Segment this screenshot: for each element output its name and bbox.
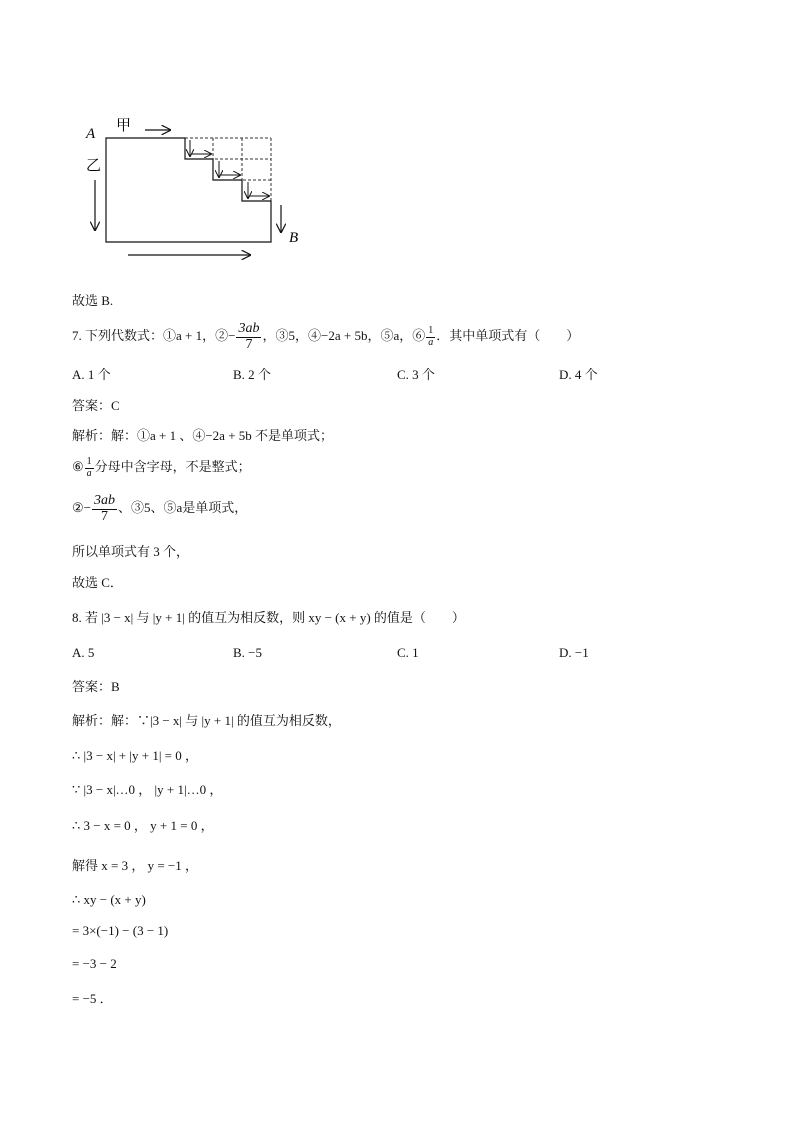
q8-analysis-8: = −3 − 2 xyxy=(72,956,117,971)
path-arrows xyxy=(95,130,281,255)
q7-item-3: ③5 xyxy=(275,328,296,344)
fraction-1-a-analysis: $\frac{1}{a}$ xyxy=(86,456,92,479)
q8-option-a: A. 5 xyxy=(72,645,95,660)
q8-answer: 答案：B xyxy=(72,679,120,694)
q7-option-d: D. 4 个 xyxy=(559,367,598,382)
q7-answer: 答案：C xyxy=(72,398,120,413)
q8-analysis-9: = −5 ． xyxy=(72,991,113,1006)
q7-analysis-2: ⑥ $\frac{1}{a}$ 分母中含字母，不是整式； xyxy=(72,456,251,479)
label-b: B xyxy=(289,230,299,246)
q8-analysis-7: = 3×(−1) − (3 − 1) xyxy=(72,923,169,938)
q6-conclusion: 故选 B. xyxy=(72,293,114,308)
q7-option-b: B. 2 个 xyxy=(233,367,271,382)
q7-stem-tail: ．其中单项式有（ ） xyxy=(436,328,580,344)
q7-analysis-5: 故选 C． xyxy=(72,575,123,590)
label-yi: 乙 xyxy=(86,158,102,174)
fraction-1-a: $\frac{1}{a}$ xyxy=(428,325,434,348)
step-arrows xyxy=(190,140,269,198)
q7-item-6: ⑥ xyxy=(412,328,426,344)
q8-option-d: D. −1 xyxy=(559,645,589,660)
q8-analysis-1: 解析：解：∵|3 − x| 与 |y + 1| 的值互为相反数， xyxy=(72,713,341,728)
q7-item-5: ⑤a xyxy=(380,328,400,344)
q7-option-c: C. 3 个 xyxy=(397,367,435,382)
label-a: A xyxy=(86,126,96,142)
q7-stem: 7. 下列代数式：①a + 1，②− $\frac{3ab}{7}$ ，③5，④−2a + 5b，⑤a，⑥ $\frac{1}{a}$ ．其中单项式有（ ） xyxy=(72,321,580,352)
q7-item-4: ④−2a + 5b xyxy=(308,328,368,344)
q7-analysis-3: ②− $\frac{3ab}{7}$ 、③5、⑤a是单项式， xyxy=(72,493,248,524)
q8-option-c: C. 1 xyxy=(397,645,419,660)
q8-analysis-2: ∴ |3 − x| + |y + 1| = 0 ， xyxy=(72,748,199,763)
dashed-grid xyxy=(185,138,271,201)
q8-analysis-4: ∴ 3 − x = 0 ， y + 1 = 0 ， xyxy=(72,818,214,833)
staircase-shape xyxy=(106,138,271,242)
q8-option-b: B. −5 xyxy=(233,645,263,660)
q7-item-1: ①a + 1 xyxy=(163,328,203,344)
q7-item-2: ②− xyxy=(215,328,236,344)
q7-analysis-4: 所以单项式有 3 个， xyxy=(72,544,190,559)
q7-analysis-1: 解析：解：①a + 1 、④−2a + 5b 不是单项式； xyxy=(72,428,334,443)
fraction-3ab-7-analysis: $\frac{3ab}{7}$ xyxy=(94,493,115,524)
fraction-3ab-7: $\frac{3ab}{7}$ xyxy=(238,321,260,352)
q7-stem-intro: 下列代数式： xyxy=(85,328,164,344)
q7-number: 7. xyxy=(72,328,82,344)
label-jia: 甲 xyxy=(116,118,132,134)
q8-stem: 8. 若 |3 − x| 与 |y + 1| 的值互为相反数，则 xy − (x + y) 的值是（ ） xyxy=(72,610,465,625)
q8-analysis-6: ∴ xy − (x + y) xyxy=(72,892,146,907)
q7-option-a: A. 1 个 xyxy=(72,367,111,382)
q8-analysis-3: ∵ |3 − x|…0 ， |y + 1|…0 ， xyxy=(72,782,223,797)
q8-analysis-5: 解得 x = 3 ， y = −1 ， xyxy=(72,858,198,873)
